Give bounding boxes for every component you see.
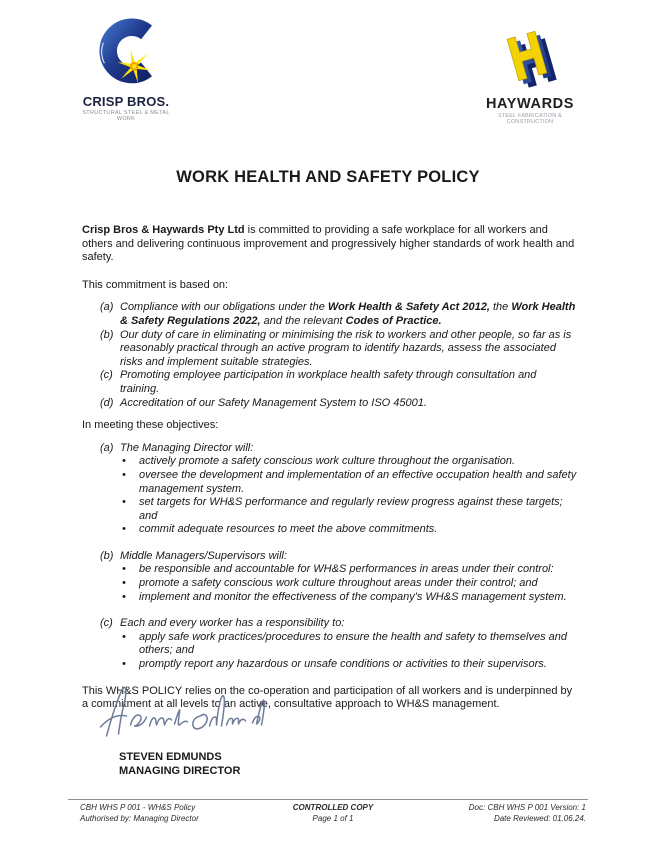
signatory-name: STEVEN EDMUNDS: [119, 751, 222, 763]
footer-doc-version: Doc: CBH WHS P 001 Version: 1: [468, 803, 587, 812]
commitment-item-a: [82, 301, 578, 328]
item-label: (d): [100, 396, 114, 409]
haywards-logo: [476, 24, 584, 125]
bullet-dot-icon: [122, 658, 139, 672]
item-label: (a): [100, 301, 114, 314]
bullet-item: [122, 658, 578, 672]
item-label: (b): [100, 549, 114, 562]
signatory-title: MANAGING DIRECTOR: [119, 765, 241, 777]
group-heading: Each and every worker has a responsibility to:: [120, 617, 345, 630]
footer-center: [249, 803, 418, 824]
item-label: (c): [100, 617, 113, 630]
bullet-item: [122, 469, 578, 496]
objectives-heading: In meeting these objectives:: [82, 419, 219, 432]
footer-right: [417, 803, 588, 824]
bullet-text: implement and monitor the effectiveness of the company's WH&S management system.: [139, 590, 567, 603]
bullet-dot-icon: [122, 496, 139, 523]
bullet-item: [122, 523, 578, 537]
bullet-text: oversee the development and implementation of an effective occupation health and safety management system.: [139, 468, 577, 495]
crisp-logo-wordmark: CRISP BROS.: [82, 94, 170, 109]
bullet-text: apply safe work practices/procedures to ensure the health and safety to themselves and others; and: [139, 630, 568, 657]
bullet-dot-icon: [122, 577, 139, 591]
intro-paragraph: [82, 224, 578, 265]
commitment-item-c: [82, 369, 578, 396]
group-heading: The Managing Director will:: [120, 441, 254, 454]
bullet-dot-icon: [122, 591, 139, 605]
footer-left: [68, 803, 249, 824]
crisp-bros-logo: [80, 18, 172, 122]
bullet-item: [122, 591, 578, 605]
item-text: Accreditation of our Safety Management System to ISO 45001.: [120, 396, 427, 409]
bullet-text: set targets for WH&S performance and regularly review progress against these targets; and: [139, 496, 563, 522]
haywards-logo-wordmark: HAYWARDS: [485, 96, 575, 112]
bullet-dot-icon: [122, 631, 139, 658]
objective-group-c: [82, 617, 578, 671]
text-segment-bold: Work Health & Safety Regulations 2022,: [120, 301, 576, 327]
text-segment: the: [489, 301, 512, 314]
haywards-hbeam-icon: [500, 24, 560, 94]
bullet-item: [122, 631, 578, 658]
footer-page-number: Page 1 of 1: [312, 813, 354, 823]
group-heading: Middle Managers/Supervisors will:: [120, 549, 287, 562]
commitment-item-b: [82, 329, 578, 370]
commitment-item-d: [82, 397, 578, 411]
bullet-text: commit adequate resources to meet the above commitments.: [139, 523, 438, 536]
item-text: Promoting employee participation in workplace health safety through consultation and training.: [120, 369, 537, 395]
closing-paragraph: This WH&S POLICY relies on the co-operation and participation of all workers and is underpinned by a commitment at all levels to an active, consultative approach to WH&S management.: [82, 684, 573, 711]
footer-copy-status: CONTROLLED COPY: [292, 803, 374, 812]
footer-date-reviewed: Date Reviewed: 01.06.24.: [493, 813, 587, 823]
signatory-block: [119, 750, 240, 778]
bullet-dot-icon: [122, 455, 139, 469]
commitments-list: [82, 301, 578, 410]
objective-group-a: [82, 442, 578, 537]
bullet-item: [122, 455, 578, 469]
text-segment-bold: Work Health & Safety Act 2012,: [327, 301, 490, 314]
bullet-text: promptly report any hazardous or unsafe conditions or activities to their supervisors.: [139, 658, 547, 671]
policy-body: [82, 224, 578, 712]
bullet-text: promote a safety conscious work culture throughout areas under their control; and: [139, 577, 538, 590]
haywards-logo-tagline: STEEL FABRICATION & CONSTRUCTION: [497, 113, 562, 125]
bullet-item: [122, 563, 578, 577]
group-heading-row: [82, 617, 578, 631]
bullet-item: [122, 577, 578, 591]
group-heading-row: [82, 550, 578, 564]
footer-authorised: Authorised by: Managing Director: [80, 813, 199, 823]
bullet-dot-icon: [122, 563, 139, 577]
item-text: Our duty of care in eliminating or minimising the risk to workers and other people, so far as is reasonably practical through an active program to identify hazards, assess the associated risks and implement suitable strategies.: [120, 328, 572, 368]
text-segment: and the relevant: [260, 314, 346, 327]
commitments-heading: This commitment is based on:: [82, 278, 229, 291]
group-heading-row: [82, 442, 578, 456]
page-title: WORK HEALTH AND SAFETY POLICY: [176, 168, 480, 186]
bullet-dot-icon: [122, 523, 139, 537]
item-label: (a): [100, 441, 114, 454]
item-label: (b): [100, 328, 114, 341]
text-segment-bold: Codes of Practice.: [345, 314, 442, 327]
item-text: [120, 301, 578, 328]
bullet-text: actively promote a safety conscious work culture throughout the organisation.: [139, 455, 516, 468]
objective-group-b: [82, 550, 578, 604]
signature-image: [97, 684, 272, 747]
footer: [68, 799, 588, 824]
crisp-c-starburst-icon: [93, 18, 159, 92]
company-name: Crisp Bros & Haywards Pty Ltd: [82, 224, 245, 236]
text-segment: Compliance with our obligations under the: [120, 301, 328, 314]
item-label: (c): [100, 369, 113, 382]
bullet-text: be responsible and accountable for WH&S performances in areas under their control:: [139, 563, 554, 576]
bullet-item: [122, 496, 578, 523]
bullet-dot-icon: [122, 469, 139, 496]
crisp-logo-tagline: STRUCTURAL STEEL & METAL WORK: [82, 110, 170, 122]
intro-text: is committed to providing a safe workplace for all workers and others and delivering continuous improvement and progressively higher standards of work health and safety.: [82, 224, 575, 264]
footer-doc-ref: CBH WHS P 001 - WH&S Policy: [80, 803, 196, 812]
